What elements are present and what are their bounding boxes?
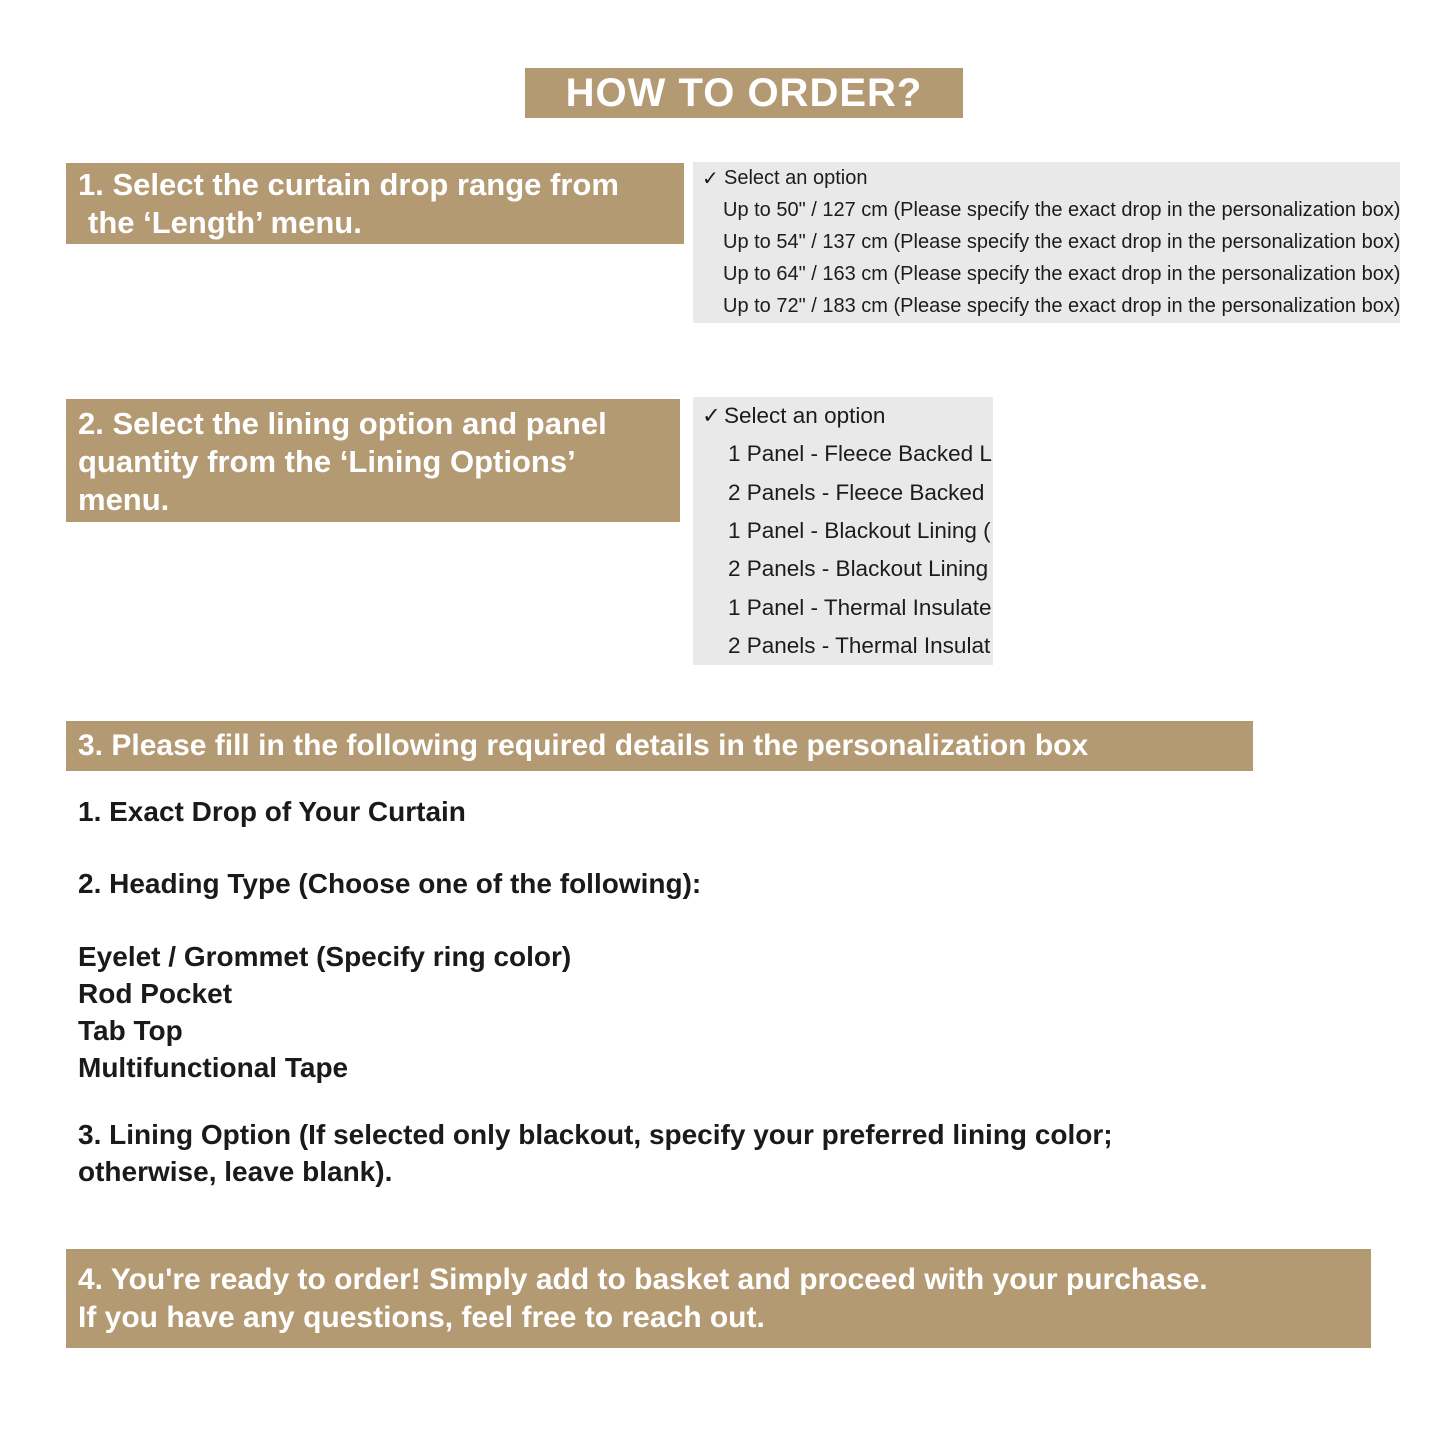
step4-instruction [66, 1249, 1371, 1348]
lining-option[interactable]: 2 Panels - Fleece Backed [728, 479, 985, 505]
heading-type-item: Rod Pocket [78, 978, 233, 1009]
detail-exact-drop: 1. Exact Drop of Your Curtain [78, 796, 466, 827]
page-title: HOW TO ORDER? [525, 68, 963, 118]
checkmark-icon: ✓ [702, 167, 719, 190]
step2-instruction-line3: menu. [78, 482, 170, 517]
lining-option[interactable]: 1 Panel - Fleece Backed L [728, 441, 992, 467]
detail-lining-option-line2: otherwise, leave blank). [78, 1156, 393, 1187]
length-option[interactable]: Up to 64" / 163 cm (Please specify the exact drop in the personalization box) [723, 263, 1400, 286]
step1-instruction-line2: the ‘Length’ menu. [88, 205, 362, 240]
lining-option[interactable]: 2 Panels - Blackout Lining [728, 556, 989, 582]
detail-lining-option-line1: 3. Lining Option (If selected only blackout, specify your preferred lining color; [78, 1119, 1113, 1150]
length-option[interactable]: Up to 72" / 183 cm (Please specify the exact drop in the personalization box) [723, 295, 1400, 318]
length-option-selected[interactable] [693, 162, 1400, 194]
lining-option-selected-label: Select an option [724, 403, 886, 429]
step2-instruction-line1: 2. Select the lining option and panel [78, 406, 607, 441]
length-option[interactable]: Up to 50" / 127 cm (Please specify the exact drop in the personalization box) [723, 198, 1400, 221]
step4-instruction-line2: If you have any questions, feel free to reach out. [78, 1301, 765, 1334]
step3-instruction: 3. Please fill in the following required details in the personalization box [66, 721, 1253, 771]
heading-type-list [78, 938, 571, 1086]
lining-option[interactable]: 1 Panel - Thermal Insulate [728, 594, 992, 620]
heading-type-item: Eyelet / Grommet (Specify ring color) [78, 941, 572, 972]
lining-options-dropdown-menu [693, 397, 993, 665]
length-dropdown-menu [693, 162, 1400, 323]
checkmark-icon: ✓ [702, 403, 721, 429]
step1-instruction [66, 163, 684, 244]
length-option-selected-label: Select an option [724, 166, 868, 189]
heading-type-item: Tab Top [78, 1015, 183, 1046]
step1-instruction-line1: 1. Select the curtain drop range from [78, 167, 619, 202]
heading-type-item: Multifunctional Tape [78, 1052, 349, 1083]
lining-option[interactable]: 1 Panel - Blackout Lining ( [728, 518, 991, 544]
step4-instruction-line1: 4. You're ready to order! Simply add to basket and proceed with your purchase. [78, 1263, 1208, 1296]
detail-heading-type: 2. Heading Type (Choose one of the following): [78, 868, 702, 899]
step2-instruction [66, 399, 680, 522]
lining-option[interactable]: 2 Panels - Thermal Insulat [728, 632, 991, 658]
step2-instruction-line2: quantity from the ‘Lining Options’ [78, 444, 576, 479]
lining-option-selected[interactable] [693, 397, 993, 435]
detail-lining-option [78, 1116, 1113, 1190]
length-option[interactable]: Up to 54" / 137 cm (Please specify the exact drop in the personalization box) [723, 230, 1400, 253]
